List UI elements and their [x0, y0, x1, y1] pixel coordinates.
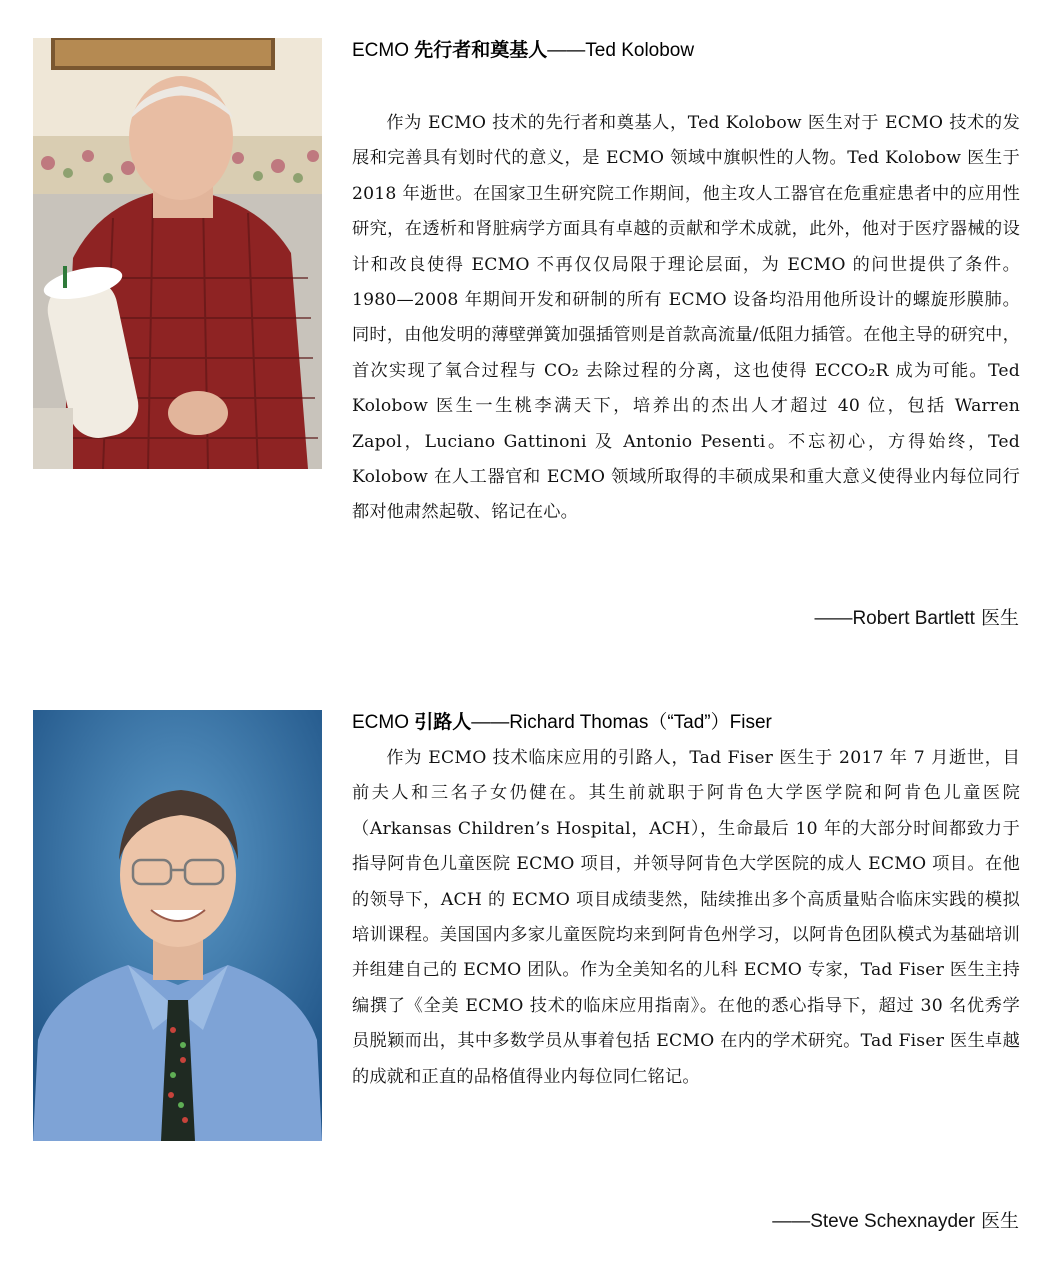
signature-title: 医生 — [974, 1210, 1019, 1232]
signature-dash: —— — [814, 608, 853, 629]
signature — [814, 603, 1019, 630]
heading-title: 引路人 — [414, 711, 472, 733]
signature-title: 医生 — [974, 607, 1019, 629]
signature-name: Robert Bartlett — [852, 608, 975, 629]
portrait-image — [33, 710, 322, 1141]
portrait-image — [33, 38, 322, 469]
biography-paragraph: 作为 ECMO 技术临床应用的引路人，Tad Fiser 医生于 2017 年 7 月逝世，目前夫人和三名子女仍健在。其生前就职于阿肯色大学医学院和阿肯色儿童医院（Arkansas Children’s Hospital，ACH），生命最后 10 年的大部分时间都致力于指导阿肯色儿童医院 ECMO 项目，并领导阿肯色大学医院的成人 ECMO 项目。在他的领导下，ACH 的 ECMO 项目成绩斐然，陆续推出多个高质量贴合临床实践的模拟培训课程。美国国内多家儿童医院均来到阿肯色州学习，以阿肯色团队模式为基础培训并组建自己的 ECMO 团队。作为全美知名的儿科 ECMO 专家，Tad Fiser 医生主持编撰了《全美 ECMO 技术的临床应用指南》。在他的悉心指导下，超过 30 名优秀学员脱颖而出，其中多数学员从事着包括 ECMO 在内的学术研究。Tad Fiser 医生卓越的成就和正直的品格值得业内每位同仁铭记。 — [352, 748, 1020, 1087]
heading-dash: —— — [547, 40, 586, 61]
heading-prefix: ECMO — [352, 40, 415, 61]
section-heading — [352, 710, 1020, 735]
section-heading — [352, 38, 1020, 63]
portrait-photo-fiser — [33, 710, 322, 1141]
biography-paragraph: 作为 ECMO 技术的先行者和奠基人，Ted Kolobow 医生对于 ECMO 技术的发展和完善具有划时代的意义，是 ECMO 领域中旗帜性的人物。Ted Kolobow 医生于 2018 年逝世。在国家卫生研究院工作期间，他主攻人工器官在危重症患者中的应用性研究，在透析和肾脏病学方面具有卓越的贡献和学术成就，此外，他对于医疗器械的设计和改良使得 ECMO 不再仅仅局限于理论层面，为 ECMO 的问世提供了条件。1980—2008 年期间开发和研制的所有 ECMO 设备均沿用他所设计的螺旋形膜肺。同时，由他发明的薄壁弹簧加强插管则是首款高流量/低阻力插管。在他主导的研究中，首次实现了氧合过程与 CO₂ 去除过程的分离，这也使得 ECCO₂R 成为可能。Ted Kolobow 医生一生桃李满天下，培养出的杰出人才超过 40 位，包括 Warren Zapol，Luciano Gattinoni 及 Antonio Pesenti。不忘初心，方得始终，Ted Kolobow 在人工器官和 ECMO 领域所取得的丰硕成果和重大意义使得业内每位同行都对他肃然起敬、铭记在心。 — [352, 113, 1020, 523]
heading-title: 先行者和奠基人 — [414, 39, 548, 61]
signature — [772, 1206, 1019, 1233]
profile-text-kolobow — [352, 38, 1020, 531]
signature-dash: —— — [772, 1211, 811, 1232]
heading-person-name: Richard Thomas（“Tad”）Fiser — [509, 712, 772, 733]
heading-person-name: Ted Kolobow — [585, 40, 695, 61]
signature-name: Steve Schexnayder — [810, 1211, 975, 1232]
heading-dash: —— — [471, 712, 510, 733]
heading-prefix: ECMO — [352, 712, 415, 733]
profile-text-fiser — [352, 710, 1020, 1095]
portrait-photo-kolobow — [33, 38, 322, 469]
